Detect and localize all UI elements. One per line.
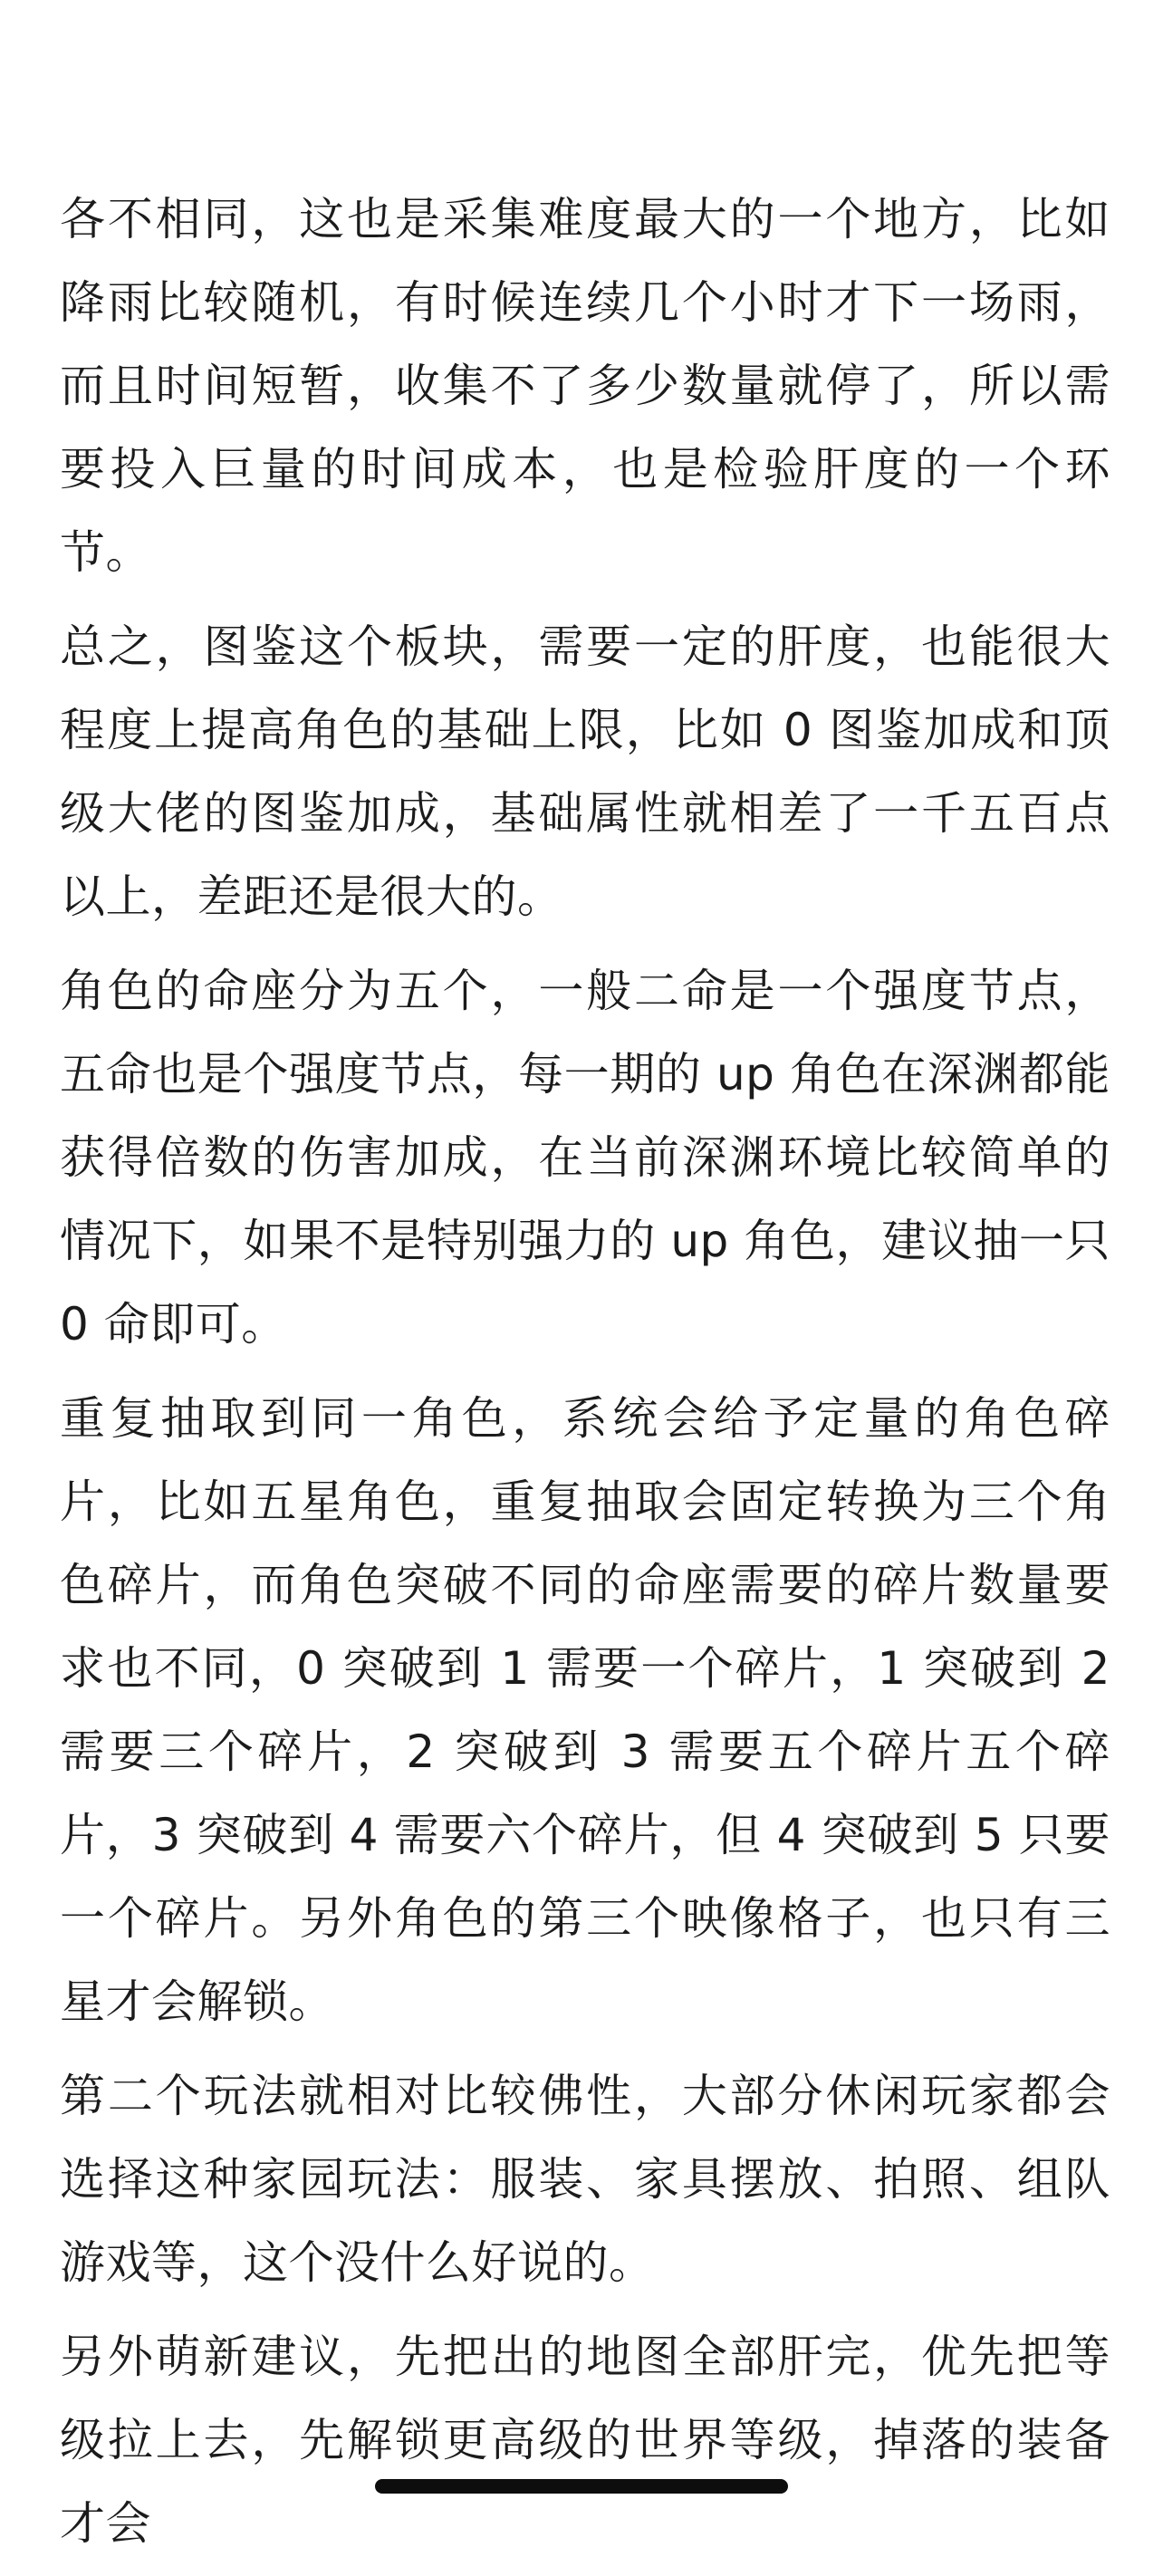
paragraph: 另外萌新建议，先把出的地图全部肝完，优先把等级拉上去，先解锁更高级的世界等级，掉落的装备才会 (60, 2331, 1110, 2550)
paragraph: 总之，图鉴这个板块，需要一定的肝度，也能很大程度上提高角色的基础上限，比如 0 图鉴加成和顶级大佬的图鉴加成，基础属性就相差了一千五百点以上，差距还是很大的。 (60, 620, 1110, 923)
paragraph: 角色的命座分为五个，一般二命是一个强度节点，五命也是个强度节点，每一期的 up 角色在深渊都能获得倍数的伤害加成，在当前深渊环境比较简单的情况下，如果不是特别强力的 up 角色，建议抽一只 0 命即可。 (60, 965, 1110, 1350)
paragraph: 重复抽取到同一角色，系统会给予定量的角色碎片，比如五星角色，重复抽取会固定转换为三个角色碎片，而角色突破不同的命座需要的碎片数量要求也不同，0 突破到 1 需要一个碎片，1 突破到 2 需要三个碎片，2 突破到 3 需要五个碎片五个碎片，3 突破到 4 需要六个碎片，但 4 突破到 5 只要一个碎片。另外角色的第三个映像格子，也只有三星才会解锁。 (60, 1392, 1110, 2028)
paragraph: 第二个玩法就相对比较佛性，大部分休闲玩家都会选择这种家园玩法：服装、家具摆放、拍照、组队游戏等，这个没什么好说的。 (60, 2070, 1110, 2289)
home-indicator[interactable] (375, 2479, 788, 2494)
paragraph: 各不相同，这也是采集难度最大的一个地方，比如降雨比较随机，有时候连续几个小时才下一场雨，而且时间短暂，收集不了多少数量就停了，所以需要投入巨量的时间成本，也是检验肝度的一个环节。 (60, 193, 1110, 579)
article-body (60, 178, 1110, 2576)
